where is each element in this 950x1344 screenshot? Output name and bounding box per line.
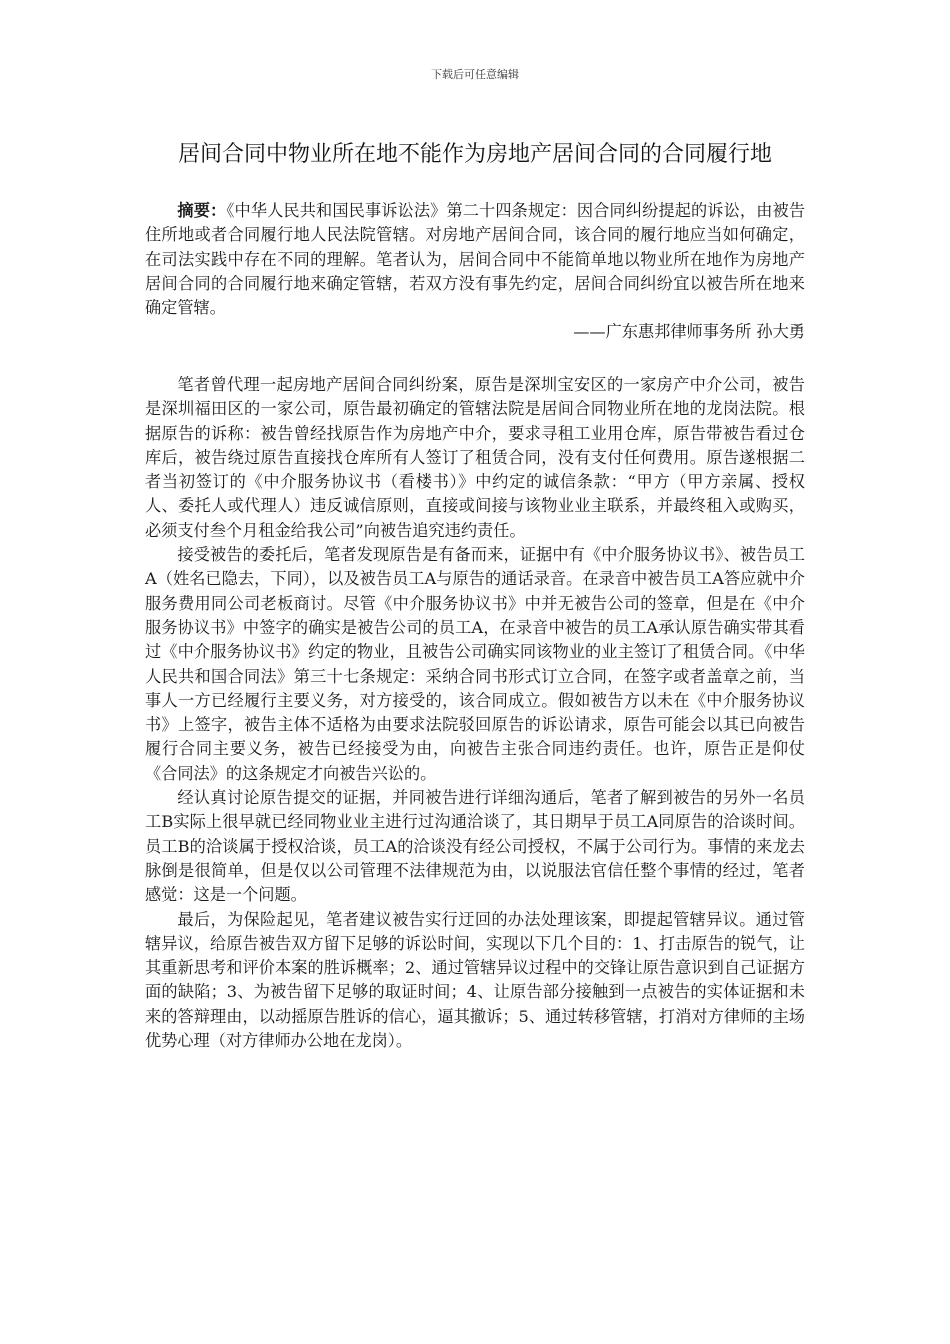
document-title: 居间合同中物业所在地不能作为房地产居间合同的合同履行地 — [177, 142, 772, 167]
body-paragraph-2: 接受被告的委托后，笔者发现原告是有备而来，证据中有《中介服务协议书》、被告员工A（姓名已隐去，下同），以及被告员工A与原告的通话录音。在录音中被告员工A答应就中介服务费用同公司老板商讨。尽管《中介服务协议书》中并无被告公司的签章，但是在《中介服务协议书》中签字的确实是被告公司的员工A，在录音中被告的员工A承认原告确实带其看过《中介服务协议书》约定的物业，且被告公司确实同该物业的业主签订了租赁合同。《中华人民共和国合同法》第三十七条规定：采纳合同书形式订立合同，在签字或者盖章之前，当事人一方已经履行主要义务，对方接受的，该合同成立。假如被告方以未在《中介服务协议书》上签字，被告主体不适格为由要求法院驳回原告的诉讼请求，原告可能会以其已向被告履行合同主要义务，被告已经接受为由，向被告主张合同违约责任。也许，原告正是仰仗《合同法》的这条规定才向被告兴讼的。 — [145, 545, 805, 783]
body-paragraph-1: 笔者曾代理一起房地产居间合同纠纷案，原告是深圳宝安区的一家房产中介公司，被告是深圳福田区的一家公司，原告最初确定的管辖法院是居间合同物业所在地的龙岗法院。根据原告的诉称：被告曾经找原告作为房地产中介，要求寻租工业用仓库，原告带被告看过仓库后，被告绕过原告直接找仓库所有人签订了租赁合同，没有支付任何费用。原告遂根据二者当初签订的《中介服务协议书（看楼书）》中约定的诚信条款：“甲方（甲方亲属、授权人、委托人或代理人）违反诚信原则，直接或间接与该物业业主联系，并最终租入或购买，必须支付叁个月租金给我公司”向被告追究违约责任。 — [145, 375, 805, 540]
main-body — [145, 373, 805, 1053]
body-paragraph-4: 最后，为保险起见，笔者建议被告实行迂回的办法处理该案，即提起管辖异议。通过管辖异议，给原告被告双方留下足够的诉讼时间，实现以下几个目的：1、打击原告的锐气，让其重新思考和评价本案的胜诉概率；2、通过管辖异议过程中的交锋让原告意识到自己证据方面的缺陷；3、为被告留下足够的取证时间；4、让原告部分接触到一点被告的实体证据和未来的答辩理由，以动摇原告胜诉的信心，逼其撤诉；5、通过转移管辖，打消对方律师的主场优势心理（对方律师办公地在龙岗）。 — [145, 909, 805, 1051]
header-note: 下载后可任意编辑 — [431, 68, 519, 81]
abstract-author: ——广东惠邦律师事务所 孙大勇 — [573, 322, 805, 342]
abstract-paragraph — [145, 199, 805, 320]
abstract-label: 摘要： — [177, 201, 227, 220]
body-paragraph-3: 经认真讨论原告提交的证据，并同被告进行详细沟通后，笔者了解到被告的另外一名员工B实际上很早就已经同物业业主进行过沟通洽谈了，其日期早于员工A同原告的洽谈时间。员工B的洽谈属于授权洽谈，员工A的洽谈没有经公司授权，不属于公司行为。事情的来龙去脉倒是很简单，但是仅以公司管理不法律规范为由，以说服法官信任整个事情的经过，笔者感觉：这是一个问题。 — [145, 788, 805, 905]
abstract-text: 《中华人民共和国民事诉讼法》第二十四条规定：因合同纠纷提起的诉讼，由被告住所地或者合同履行地人民法院管辖。对房地产居间合同，该合同的履行地应当如何确定，在司法实践中存在不同的理解。笔者认为，居间合同中不能简单地以物业所在地作为房地产居间合同的合同履行地来确定管辖，若双方没有事先约定，居间合同纠纷宜以被告所在地来确定管辖。 — [145, 201, 806, 318]
abstract-section — [145, 199, 805, 345]
